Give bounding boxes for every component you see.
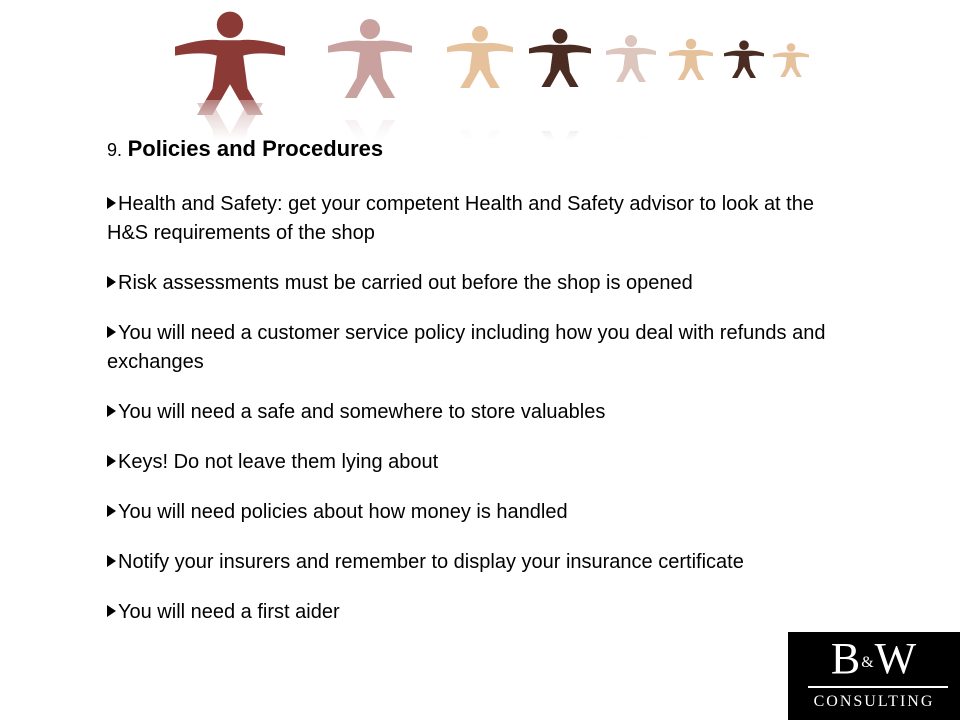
bullet-item	[107, 548, 847, 577]
slide-content	[107, 134, 847, 648]
logo-subtitle: CONSULTING	[813, 693, 935, 710]
arrow-bullet-icon	[107, 505, 116, 517]
paper-chain-people-banner	[140, 0, 830, 140]
bullet-item	[107, 498, 847, 527]
figure-3	[447, 26, 513, 88]
bullet-text: Keys! Do not leave them lying about	[118, 451, 439, 473]
slide-number: 9.	[107, 140, 123, 160]
bullet-text: Health and Safety: get your competent Health and Safety advisor to look at the H&S requirements of the shop	[107, 193, 814, 244]
bullet-item	[107, 319, 847, 377]
bullet-text: You will need policies about how money is handled	[118, 501, 568, 523]
figure-5	[606, 35, 656, 82]
logo-letter-w: W	[874, 634, 918, 683]
bullet-item	[107, 598, 847, 627]
arrow-bullet-icon	[107, 405, 116, 417]
slide-title	[107, 134, 847, 165]
arrow-bullet-icon	[107, 605, 116, 617]
bullet-text: Risk assessments must be carried out before the shop is opened	[118, 272, 693, 294]
arrow-bullet-icon	[107, 555, 116, 567]
bullet-item	[107, 398, 847, 427]
bullet-item	[107, 269, 847, 298]
arrow-bullet-icon	[107, 197, 116, 209]
bullet-text: Notify your insurers and remember to display your insurance certificate	[118, 551, 744, 573]
figure-1	[175, 12, 285, 115]
arrow-bullet-icon	[107, 455, 116, 467]
figure-2	[328, 19, 412, 98]
arrow-bullet-icon	[107, 276, 116, 288]
bullet-item	[107, 190, 847, 248]
logo-ampersand: &	[861, 653, 875, 671]
bullet-text: You will need a first aider	[118, 601, 340, 623]
logo-letters	[788, 636, 960, 686]
bullet-text: You will need a safe and somewhere to store valuables	[118, 401, 606, 423]
bullet-item	[107, 448, 847, 477]
figure-4	[529, 29, 591, 87]
logo-divider	[808, 686, 948, 688]
logo-letter-b: B	[830, 634, 862, 683]
bullet-text: You will need a customer service policy including how you deal with refunds and exchanges	[107, 322, 826, 373]
figure-7	[724, 40, 764, 78]
slide-title-text: Policies and Procedures	[127, 136, 384, 161]
bw-consulting-logo	[788, 632, 960, 720]
figure-8	[773, 43, 809, 77]
arrow-bullet-icon	[107, 326, 116, 338]
figure-6	[669, 39, 713, 80]
